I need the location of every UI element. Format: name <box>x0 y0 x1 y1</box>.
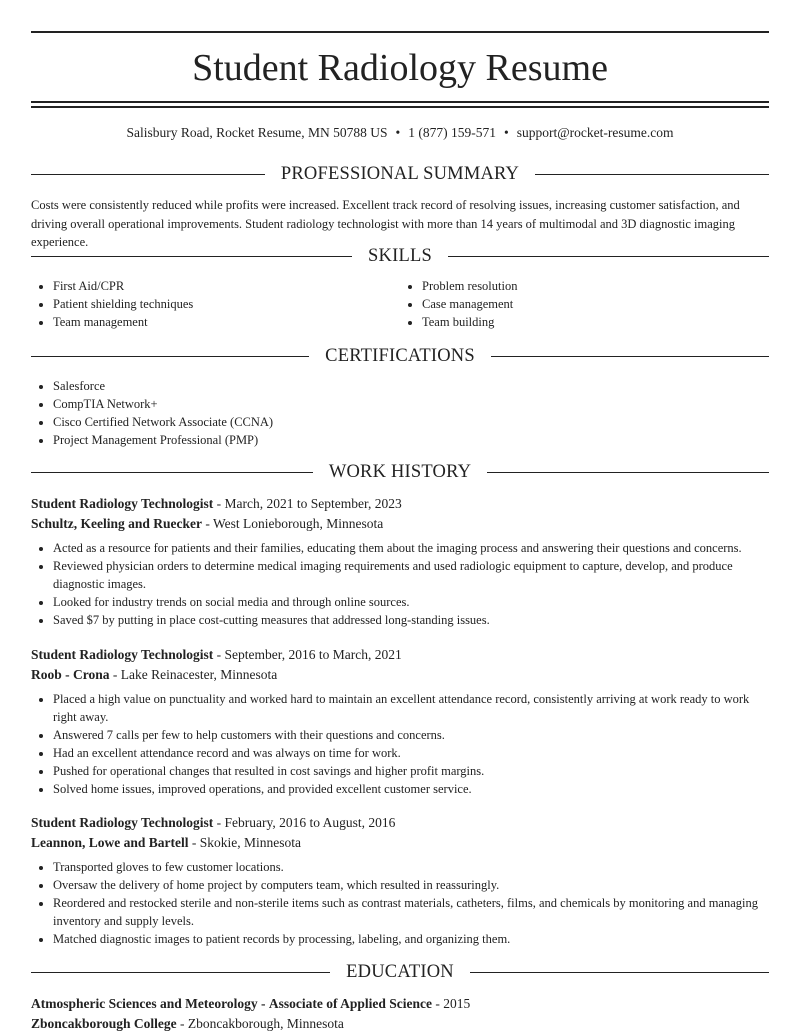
job-title-line: Student Radiology Technologist - February, 2016 to August, 2016 <box>31 815 396 830</box>
top-rule <box>31 31 769 33</box>
job-dates: March, 2021 to September, 2023 <box>224 496 402 511</box>
education-school-line: Zboncakborough College - Zboncakborough, Minnesota <box>31 1015 344 1031</box>
job-company: Roob - Crona <box>31 666 110 682</box>
education-field: Atmospheric Sciences and Meteorology <box>31 996 258 1011</box>
section-rule <box>31 174 265 175</box>
education-heading <box>31 960 769 984</box>
list-item: • Team management <box>53 313 400 331</box>
job-bullets <box>31 858 769 948</box>
contact-address: Salisbury Road, Rocket Resume, MN 50788 US <box>126 125 388 140</box>
skills-heading <box>31 244 769 268</box>
section-title: SKILLS <box>368 245 432 266</box>
section-title: WORK HISTORY <box>328 461 472 482</box>
contact-line <box>0 124 800 142</box>
job-company: Schultz, Keeling and Ruecker <box>31 515 202 531</box>
page-title: Student Radiology Resume <box>192 47 608 89</box>
list-item: • Project Management Professional (PMP) <box>53 431 769 449</box>
certifications-list <box>31 377 769 449</box>
job-title-line: Student Radiology Technologist - September, 2016 to March, 2021 <box>31 647 402 662</box>
list-item: • Patient shielding techniques <box>53 295 400 313</box>
section-rule <box>31 256 352 257</box>
section-rule <box>491 356 769 357</box>
job-company-line: Roob - Crona - Lake Reinacester, Minnesota <box>31 666 278 682</box>
job-title-line: Student Radiology Technologist - March, 2021 to September, 2023 <box>31 496 402 511</box>
job-dates: September, 2016 to March, 2021 <box>224 647 402 662</box>
contact-separator: • <box>503 125 509 140</box>
job-title: Student Radiology Technologist <box>31 647 214 662</box>
job-title: Student Radiology Technologist <box>31 815 214 830</box>
list-item: • Oversaw the delivery of home project by computers team, which resulted in reassuringly. <box>53 876 769 894</box>
list-item: • Saved $7 by putting in place cost-cutting measures that addressed long-standing issues. <box>53 611 769 629</box>
section-rule <box>487 472 769 473</box>
skills-column-left <box>31 277 400 331</box>
list-item: • Pushed for operational changes that resulted in cost savings and higher profit margins. <box>53 762 769 780</box>
skills-list <box>31 277 769 331</box>
list-item: • Answered 7 calls per few to help customers with their questions and concerns. <box>53 726 769 744</box>
skills-column-right <box>400 277 769 331</box>
list-item: • Transported gloves to few customer locations. <box>53 858 769 876</box>
job-entry <box>31 813 769 948</box>
list-item: • Matched diagnostic images to patient records by processing, labeling, and organizing them. <box>53 930 769 948</box>
list-item: • Reviewed physician orders to determine medical imaging requirements and used radiologic equipment to capture, develop, and produce diagnostic images. <box>53 557 769 593</box>
education-entry <box>31 994 769 1033</box>
section-rule <box>535 174 769 175</box>
education-degree-line: Atmospheric Sciences and Meteorology - Associate of Applied Science - 2015 <box>31 996 471 1011</box>
education-year: 2015 <box>443 996 471 1011</box>
contact-separator: • <box>395 125 401 140</box>
double-rule <box>31 101 769 108</box>
work-heading <box>31 460 769 484</box>
section-rule <box>470 972 769 973</box>
certifications-heading <box>31 344 769 368</box>
list-item: • First Aid/CPR <box>53 277 400 295</box>
job-company-line: Schultz, Keeling and Ruecker - West Lonieborough, Minnesota <box>31 515 384 531</box>
list-item: • Problem resolution <box>422 277 769 295</box>
section-rule <box>31 472 313 473</box>
section-rule <box>31 356 309 357</box>
list-item: • CompTIA Network+ <box>53 395 769 413</box>
job-location: Lake Reinacester, Minnesota <box>120 666 278 682</box>
section-title: CERTIFICATIONS <box>325 345 475 366</box>
list-item: • Had an excellent attendance record and was always on time for work. <box>53 744 769 762</box>
education-degree: Associate of Applied Science <box>268 996 432 1011</box>
job-entry <box>31 645 769 798</box>
list-item: • Case management <box>422 295 769 313</box>
job-company-line: Leannon, Lowe and Bartell - Skokie, Minnesota <box>31 834 302 850</box>
section-title: PROFESSIONAL SUMMARY <box>280 163 520 184</box>
job-bullets <box>31 690 769 798</box>
job-location: West Lonieborough, Minnesota <box>213 515 384 531</box>
section-title: EDUCATION <box>346 961 454 982</box>
list-item: • Acted as a resource for patients and their families, educating them about the imaging process and answering their questions and concerns. <box>53 539 769 557</box>
list-item: • Salesforce <box>53 377 769 395</box>
job-bullets <box>31 539 769 629</box>
contact-email[interactable]: support@rocket-resume.com <box>516 125 674 140</box>
list-item: • Cisco Certified Network Associate (CCNA) <box>53 413 769 431</box>
section-rule <box>31 972 330 973</box>
job-entry <box>31 494 769 629</box>
summary-text: Costs were consistently reduced while profits were increased. Excellent track record of resolving issues, increasing customer satisfaction, and driving overall operational improvements. Student radiology technologist with more than 14 years of multimodal and 3D diagnostic imaging experience. <box>31 198 740 249</box>
section-rule <box>448 256 769 257</box>
job-company: Leannon, Lowe and Bartell <box>31 834 189 850</box>
job-title: Student Radiology Technologist <box>31 496 214 511</box>
list-item: • Reordered and restocked sterile and non-sterile items such as contrast materials, catheters, films, and chemicals by monitoring and managing inventory and supply levels. <box>53 894 769 930</box>
summary-heading <box>31 162 769 186</box>
list-item: • Placed a high value on punctuality and worked hard to maintain an excellent attendance record, consistently arriving at work ready to work right away. <box>53 690 769 726</box>
list-item: • Looked for industry trends on social media and through online sources. <box>53 593 769 611</box>
contact-phone: 1 (877) 159-571 <box>408 125 496 140</box>
job-dates: February, 2016 to August, 2016 <box>224 815 396 830</box>
list-item: • Solved home issues, improved operations, and provided excellent customer service. <box>53 780 769 798</box>
job-location: Skokie, Minnesota <box>199 834 302 850</box>
education-location: Zboncakborough, Minnesota <box>187 1015 344 1031</box>
education-school: Zboncakborough College <box>31 1015 177 1031</box>
list-item: • Team building <box>422 313 769 331</box>
